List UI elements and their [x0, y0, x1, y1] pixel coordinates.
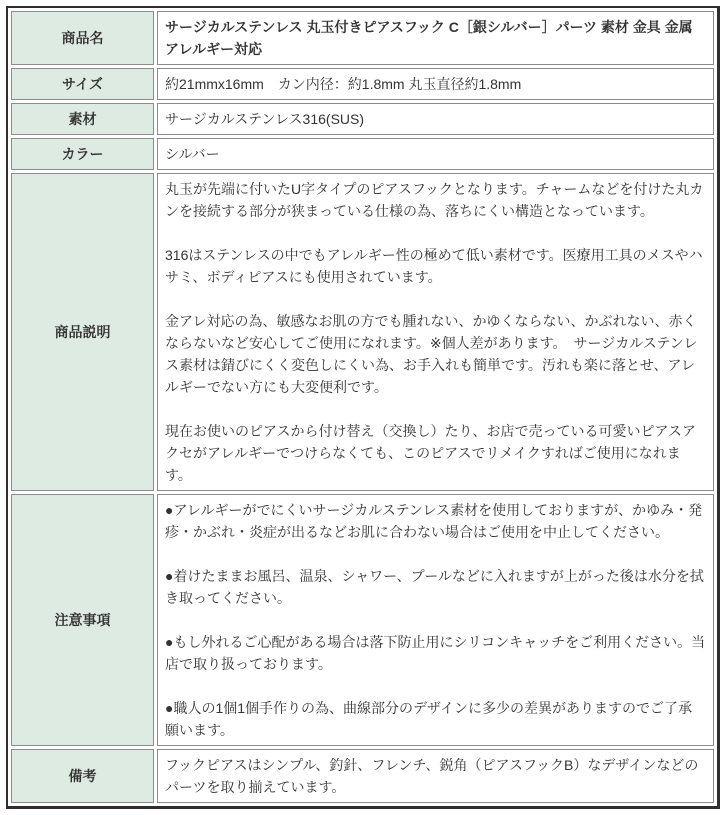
row-label-description: 商品説明	[11, 173, 154, 491]
spec-row-color	[11, 138, 714, 170]
caution-item: ●アレルギーがでにくいサージカルステンレス素材を使用しておりますが、かゆみ・発疹・かぶれ・炎症が出るなどお肌に合わない場合はご使用を中止してください。	[165, 502, 703, 540]
description-paragraph: 現在お使いのピアスから付け替え（交換し）たり、お店で売っている可愛いピアスアクセがアレルギーでつけらなくても、このピアスでリメイクすればご使用になれます。	[165, 423, 696, 483]
row-value-size: 約21mmx16mm カン内径：約1.8mm 丸玉直径約1.8mm	[157, 68, 714, 100]
spec-row-product-name	[11, 11, 714, 65]
row-label-cautions: 注意事項	[11, 494, 154, 746]
spec-row-remarks	[11, 749, 714, 803]
row-value-remarks: フックピアスはシンプル、釣針、フレンチ、鋭角（ピアスフックB）なデザインなどのパーツを取り揃えています。	[157, 749, 714, 803]
row-value-color: シルバー	[157, 138, 714, 170]
description-paragraph: 丸玉が先端に付いたU字タイプのピアスフックとなります。チャームなどを付けた丸カンを接続する部分が狭まっている仕様の為、落ちにくい構造となっています。	[165, 181, 704, 219]
row-label-product-name: 商品名	[11, 11, 154, 65]
row-label-material: 素材	[11, 103, 154, 135]
row-value-product-name: サージカルステンレス 丸玉付きピアスフック C［銀シルバー］パーツ 素材 金具 金属アレルギー対応	[157, 11, 714, 65]
spec-row-cautions	[11, 494, 714, 746]
spec-row-description	[11, 173, 714, 491]
description-paragraph: 金アレ対応の為、敏感なお肌の方でも腫れない、かゆくならない、かぶれない、赤くならないなど安心してご使用になれます。※個人差があります。 サージカルステンレス素材は錆びにくく変色しにくい為、お手入れも簡単です。汚れも楽に落とせ、アレルギーでない方にも大変便利です。	[165, 313, 698, 395]
row-value-cautions	[157, 494, 714, 746]
product-spec-table	[6, 6, 720, 809]
caution-item: ●もし外れるご心配がある場合は落下防止用にシリコンキャッチをご利用ください。当店で取り扱っております。	[165, 634, 706, 672]
spec-row-material	[11, 103, 714, 135]
row-label-size: サイズ	[11, 68, 154, 100]
description-paragraph: 316はステンレスの中でもアレルギー性の極めて低い素材です。医療用工具のメスやハサミ、ボディピアスにも使用されています。	[165, 247, 703, 285]
row-value-material: サージカルステンレス316(SUS)	[157, 103, 714, 135]
row-value-description	[157, 173, 714, 491]
row-label-color: カラー	[11, 138, 154, 170]
caution-item: ●着けたままお風呂、温泉、シャワー、プールなどに入れますが上がった後は水分を拭き取ってください。	[165, 568, 704, 606]
row-label-remarks: 備考	[11, 749, 154, 803]
caution-item: ●職人の1個1個手作りの為、曲線部分のデザインに多少の差異がありますのでご了承願います。	[165, 700, 693, 738]
spec-row-size	[11, 68, 714, 100]
